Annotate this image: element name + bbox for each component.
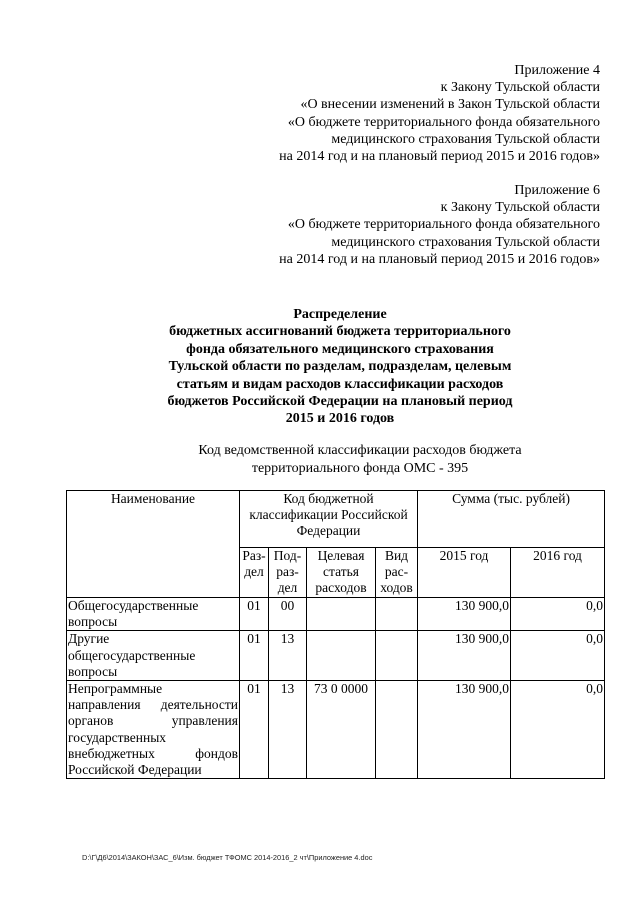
appendix-4-line: к Закону Тульской области <box>440 80 600 96</box>
row-2015: 130 900,0 <box>418 681 511 779</box>
appendix-4-line: Приложение 4 <box>514 63 600 78</box>
appendix-6-line: на 2014 год и на плановый период 2015 и 2016 годов» <box>279 251 600 267</box>
header-type: Вид рас-ходов <box>376 548 418 598</box>
row-type <box>376 681 418 779</box>
row-section: 01 <box>240 681 269 779</box>
appendix-4-line: на 2014 год и на плановый период 2015 и 2016 годов» <box>279 149 600 165</box>
appendix-4-line: «О внесении изменений в Закон Тульской области <box>300 97 600 113</box>
row-target <box>307 598 376 631</box>
table-row <box>67 631 605 681</box>
header-2016: 2016 год <box>511 548 605 598</box>
row-name: Другие общегосударственные вопросы <box>67 631 240 681</box>
row-2015: 130 900,0 <box>418 631 511 681</box>
title-line: 2015 и 2016 годов <box>285 411 395 427</box>
title-line: Распределение <box>293 307 387 322</box>
header-target: Целевая статья расходов <box>307 548 376 598</box>
department-code <box>130 442 590 477</box>
footer-file-path: D:\Г\Д6\2014\ЗАКОН\ЗАС_6\Изм. бюджет ТФОМС 2014-2016_2 чт\Приложение 4.doc <box>82 853 373 862</box>
row-type <box>376 598 418 631</box>
header-2015: 2015 год <box>418 548 511 598</box>
row-2015: 130 900,0 <box>418 598 511 631</box>
row-type <box>376 631 418 681</box>
title-line: бюджетов Российской Федерации на плановый период <box>167 394 513 410</box>
department-code-line: территориального фонда ОМС - 395 <box>251 460 469 476</box>
row-2016: 0,0 <box>511 681 605 779</box>
row-section: 01 <box>240 598 269 631</box>
row-subsection: 13 <box>269 681 307 779</box>
appendix-6-line: к Закону Тульской области <box>440 200 600 216</box>
header-name: Наименование <box>67 491 240 598</box>
table-row <box>67 598 605 631</box>
header-code-group: Код бюджетной классификации Российской Федерации <box>240 491 418 548</box>
header-sum-group: Сумма (тыс. рублей) <box>418 491 605 548</box>
title-line: бюджетных ассигнований бюджета территориального <box>169 324 511 340</box>
department-code-line: Код ведомственной классификации расходов бюджета <box>198 443 522 458</box>
appendix-4-line: медицинского страхования Тульской области <box>331 131 600 147</box>
row-2016: 0,0 <box>511 631 605 681</box>
appendix-6-line: Приложение 6 <box>514 183 600 198</box>
appendix-6-line: «О бюджете территориального фонда обязательного <box>287 217 600 233</box>
row-section: 01 <box>240 631 269 681</box>
appendix-4-header <box>279 62 600 165</box>
header-subsection: Под-раз-дел <box>269 548 307 598</box>
table-header-row <box>67 491 605 548</box>
appendix-6-header <box>279 182 600 268</box>
row-2016: 0,0 <box>511 598 605 631</box>
budget-table <box>66 490 605 779</box>
table-row <box>67 681 605 779</box>
title-line: Тульской области по разделам, подразделам, целевым <box>168 359 512 375</box>
row-name: Непрограммные направления деятельности органов управления государственных внебюджетных фондов Российской Федерации <box>68 681 238 778</box>
appendix-4-line: «О бюджете территориального фонда обязательного <box>287 114 600 130</box>
header-section: Раз-дел <box>240 548 269 598</box>
appendix-6-line: медицинского страхования Тульской области <box>331 234 600 250</box>
row-subsection: 13 <box>269 631 307 681</box>
row-target: 73 0 0000 <box>307 681 376 779</box>
row-target <box>307 631 376 681</box>
title-line: фонда обязательного медицинского страхования <box>186 341 494 357</box>
row-name: Общегосударственные вопросы <box>67 598 240 631</box>
title-line: статьям и видам расходов классификации расходов <box>176 376 504 392</box>
row-subsection: 00 <box>269 598 307 631</box>
document-title <box>110 306 570 428</box>
